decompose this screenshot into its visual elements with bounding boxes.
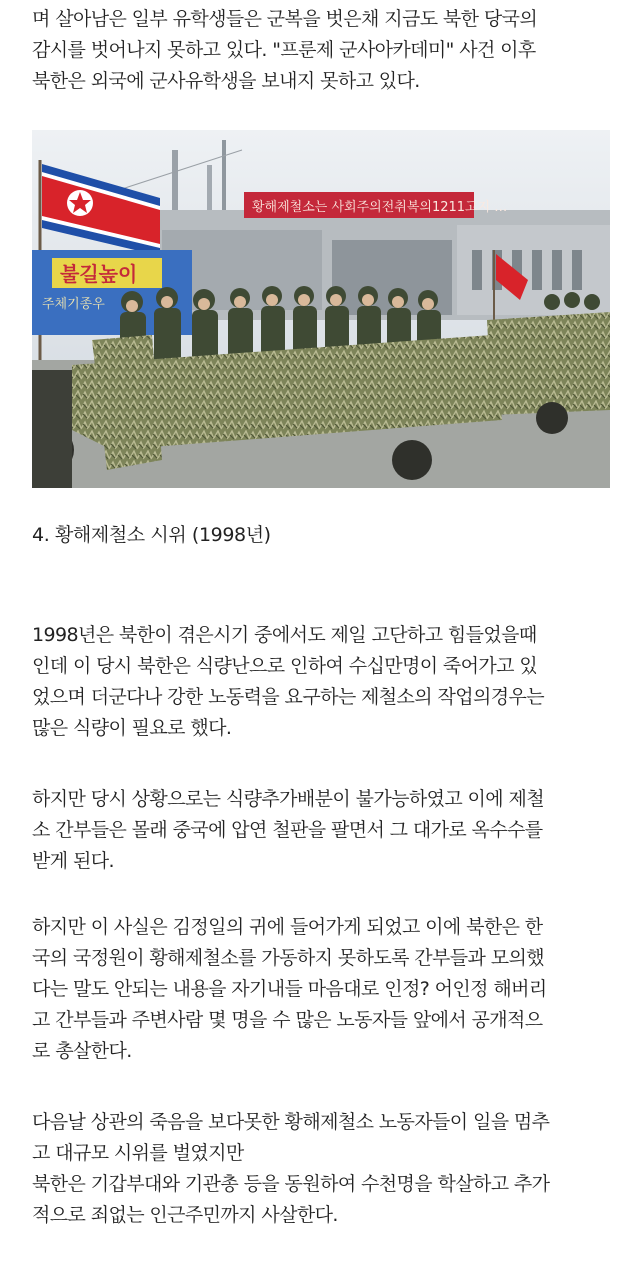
text-line: 적으로 죄없는 인근주민까지 사살한다. — [32, 1204, 338, 1226]
text-line: 인데 이 당시 북한은 식량난으로 인하여 수십만명이 죽어가고 있 — [32, 655, 538, 677]
text-line: 었으며 더군다나 강한 노동력을 요구하는 제철소의 작업의경우는 — [32, 686, 544, 708]
text-line: 고 간부들과 주변사람 몇 명을 수 많은 노동자들 앞에서 공개적으 — [32, 1009, 543, 1031]
text-line: 소 간부들은 몰래 중국에 압연 철판을 팔면서 그 대가로 옥수수를 — [32, 819, 543, 841]
text-line: 북한은 기갑부대와 기관총 등을 동원하여 수천명을 학살하고 추가 — [32, 1173, 550, 1195]
text-line: 받게 된다. — [32, 850, 114, 872]
text-line: 로 총살한다. — [32, 1040, 132, 1062]
paragraph — [32, 784, 616, 877]
paragraph — [32, 620, 616, 744]
text-line: 감시를 벗어나지 못하고 있다. "프룬제 군사아카데미" 사건 이후 — [32, 39, 536, 61]
parade-illustration — [32, 130, 610, 488]
section-heading: 4. 황해제철소 시위 (1998년) — [32, 524, 271, 546]
text-line: 고 대규모 시위를 벌였지만 — [32, 1142, 244, 1164]
sign-subtext: 주체기종우 — [42, 297, 105, 312]
banner-text: 황해제철소는 사회주의전취복의1211고지 … — [252, 200, 508, 215]
text-line: 다음날 상관의 죽음을 보다못한 황해제철소 노동자들이 일을 멈추 — [32, 1111, 550, 1133]
text-line: 며 살아남은 일부 유학생들은 군복을 벗은채 지금도 북한 당국의 — [32, 8, 538, 30]
text-line: 하지만 당시 상황으로는 식량추가배분이 불가능하였고 이에 제철 — [32, 788, 544, 810]
text-line: 많은 식량이 필요로 했다. — [32, 717, 232, 739]
sign-text: 불길높이 — [60, 262, 138, 286]
intro-paragraph — [32, 4, 616, 97]
text-line: 다는 말도 안되는 내용을 자기내들 마음대로 인정? 어인정 해버리 — [32, 978, 547, 1000]
article-photo — [32, 130, 610, 488]
paragraph — [32, 1107, 616, 1231]
text-line: 1998년은 북한이 겪은시기 중에서도 제일 고단하고 힘들었을때 — [32, 624, 537, 646]
paragraph — [32, 912, 616, 1067]
text-line: 국의 국정원이 황해제철소를 가동하지 못하도록 간부들과 모의했 — [32, 947, 544, 969]
text-line: 하지만 이 사실은 김정일의 귀에 들어가게 되었고 이에 북한은 한 — [32, 916, 543, 938]
text-line: 북한은 외국에 군사유학생을 보내지 못하고 있다. — [32, 70, 420, 92]
